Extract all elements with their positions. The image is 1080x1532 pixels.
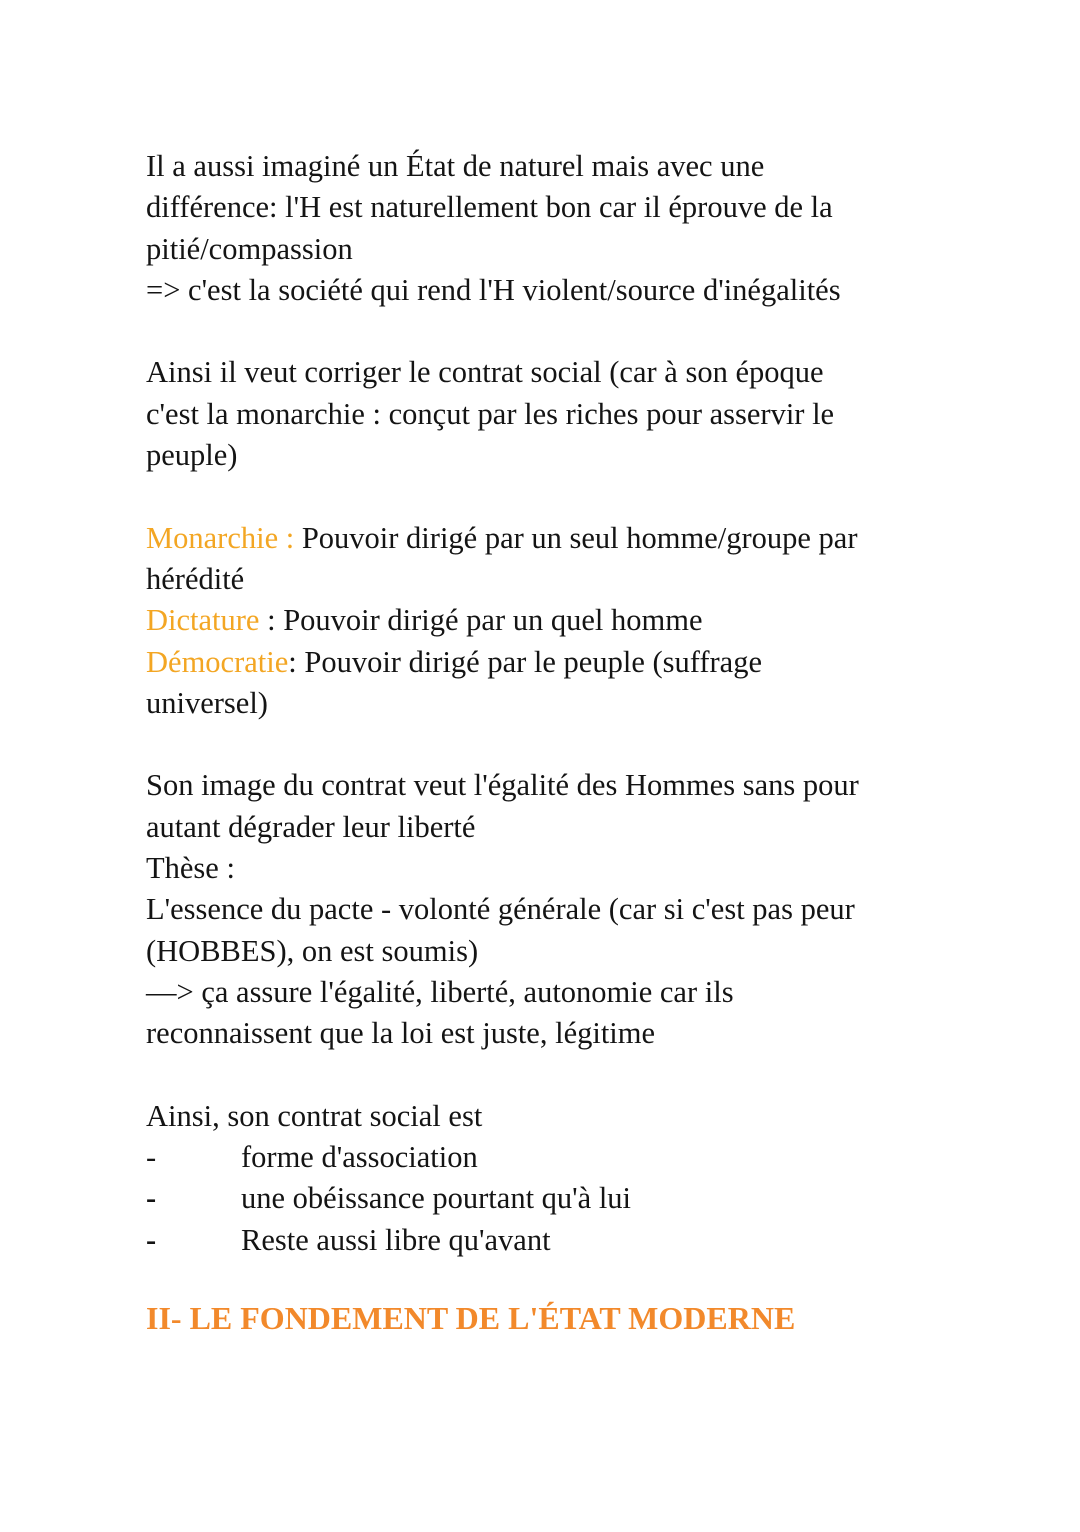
list-item-text: une obéissance pourtant qu'à lui [241,1181,632,1216]
list-item [146,1178,946,1219]
paragraph-gap [146,476,946,517]
definition-democratie [146,642,946,683]
definition-text: : Pouvoir dirigé par le peuple (suffrage [288,644,762,679]
text-line: pitié/compassion [146,231,353,266]
text-line: Thèse : [146,851,235,886]
document-body [146,146,946,1340]
text-line: peuple) [146,438,238,473]
text-line: différence: l'H est naturellement bon car il éprouve de la [146,190,833,225]
definitions-block [146,518,946,724]
text-line: Ainsi, son contrat social est [146,1098,483,1133]
list-item [146,1137,946,1178]
definition-term: Monarchie : [146,520,295,555]
paragraph-gap [146,724,946,765]
text-line: Son image du contrat veut l'égalité des Hommes sans pour [146,768,859,803]
definition-continuation: hérédité [146,561,245,596]
text-line: => c'est la société qui rend l'H violent/source d'inégalités [146,272,841,307]
text-line: L'essence du pacte - volonté générale (car si c'est pas peur [146,892,855,927]
paragraph-thesis [146,765,946,1054]
text-line: reconnaissent que la loi est juste, légitime [146,1016,656,1051]
definition-text: Pouvoir dirigé par un seul homme/groupe par [294,520,858,555]
list-item-text: forme d'association [241,1140,478,1175]
text-line: autant dégrader leur liberté [146,809,476,844]
definition-monarchie [146,518,946,559]
text-line: (HOBBES), on est soumis) [146,933,479,968]
definition-term: Démocratie [146,644,289,679]
bullet-dash: - [146,1140,157,1175]
list-item [146,1220,946,1261]
paragraph-state-of-nature [146,146,946,311]
definition-text: : Pouvoir dirigé par un quel homme [259,603,703,638]
paragraph-gap [146,1055,946,1096]
bullet-dash: - [146,1222,157,1257]
paragraph-social-contract [146,352,946,476]
paragraph-gap [146,311,946,352]
section-heading: II- LE FONDEMENT DE L'ÉTAT MODERNE [146,1300,796,1337]
text-line: c'est la monarchie : conçut par les riches pour asservir le [146,396,835,431]
text-line: —> ça assure l'égalité, liberté, autonomie car ils [146,974,734,1009]
definition-dictature [146,600,946,641]
text-line: Ainsi il veut corriger le contrat social (car à son époque [146,355,824,390]
definition-continuation: universel) [146,685,268,720]
list-item-text: Reste aussi libre qu'avant [241,1222,551,1257]
paragraph-conclusion [146,1096,946,1261]
definition-term: Dictature [146,603,260,638]
text-line: Il a aussi imaginé un État de naturel mais avec une [146,149,765,183]
bullet-dash: - [146,1181,157,1216]
